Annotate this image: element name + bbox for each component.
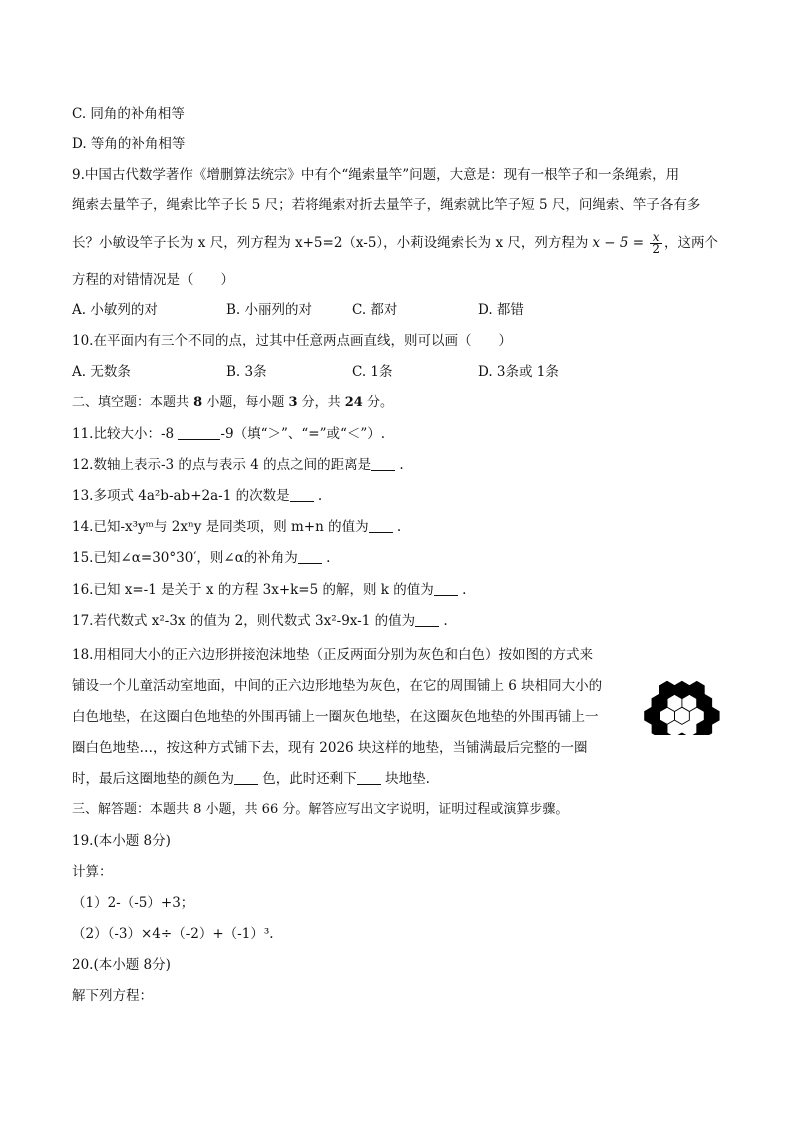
q15 [72,548,330,568]
q16-blank[interactable] [434,581,458,596]
q16 [72,580,466,600]
q12-text-b: . [399,457,404,473]
q14-text-a: 14.已知-x³yᵐ与 2xⁿy 是同类项，则 m+n 的值为 [72,519,369,535]
q9-option-d: D. 都错 [478,302,524,318]
option-c-q8: C. 同角的补角相等 [72,106,185,122]
q18-text-a: 时，最后这圈地垫的颜色为 [72,771,234,787]
q16-text-b: . [462,582,467,598]
q9-line3-end: ，这两个 [664,235,719,251]
q19-title: 19.(本小题 8分) [72,833,171,849]
q14-text-b: . [396,519,402,535]
q18-line4: 圈白色地垫…，按这种方式铺下去，现有 2026 块这样的地垫，当铺满最后完整的一圈 [72,740,588,756]
q18-text-b: 色，此时还剩下 [262,771,357,787]
q18-line1: 18.用相同大小的正六边形拼接泡沫地垫（正反两面分别为灰色和白色）按如图的方式来 [72,647,593,663]
q11-text-b: -9（填“＞”、“=”或“＜”）. [220,426,386,442]
q18-blank-color[interactable] [234,770,258,785]
q9-option-a: A. 小敏列的对 [72,302,158,318]
section-2-text-c: 小题，每小题 [202,395,289,410]
q18-blank-count[interactable] [357,770,381,785]
q9-option-b: B. 小丽列的对 [226,302,313,318]
white-ring-hexagon [674,707,689,724]
q12-blank[interactable] [371,456,395,471]
dark-ring-hexagon [674,733,689,735]
q10-stem: 10.在平面内有三个不同的点，过其中任意两点画直线，则可以画（ ） [72,333,512,349]
q11 [72,424,385,444]
section-2-text-a: 二、填空题：本题共 [72,395,194,410]
q9-line2: 绳索去量竿子，绳索比竿子长 5 尺；若将绳索对折去量竿子，绳索就比竿子短 5 尺，问绳索、竿子各有多 [72,197,701,213]
section-3-heading: 三、解答题：本题共 8 小题，共 66 分。解答应写出文字说明，证明过程或演算步骤。 [72,802,569,817]
q13 [72,486,322,506]
q10-option-c: C. 1条 [352,364,393,380]
q15-blank[interactable] [298,549,322,564]
section-2-count: 8 [193,395,203,410]
q20-title: 20.(本小题 8分) [72,957,171,973]
q20-intro: 解下列方程： [72,988,153,1004]
q17 [72,611,448,631]
section-2-points-each: 3 [288,395,298,410]
section-2-total: 24 [344,395,363,410]
q18-text-c: 块地垫. [385,771,430,787]
q9-fraction-numerator: x [650,232,662,244]
q17-blank[interactable] [415,612,439,627]
q19-part1: （1）2-（-5）+3； [72,895,195,911]
q18-line5 [72,769,430,789]
q13-text-a: 13.多项式 4a²b-ab+2a-1 的次数是 [72,488,290,504]
dark-ring-hexagon [660,681,675,698]
q18-line2: 铺设一个儿童活动室地面，中间的正六边形地垫为灰色，在它的周围铺上 6 块相同大小的 [72,678,603,694]
q13-text-b: . [317,488,323,504]
section-2-heading [72,393,393,413]
dark-ring-hexagon [674,681,689,698]
q14-blank[interactable] [369,518,393,533]
q9-line4: 方程的对错情况是（ ） [72,272,234,288]
q19-part2: （2）（-3）×4÷（-2）+（-1）³. [72,926,274,942]
q16-text-a: 16.已知 x=-1 是关于 x 的方程 3x+k=5 的解，则 k 的值为 [72,582,434,598]
q15-text-b: . [326,550,331,566]
q18-line3: 白色地垫，在这圈白色地垫的外围再铺上一圈灰色地垫，在这圈灰色地垫的外围再铺上一 [72,709,599,725]
q15-text-a: 15.已知∠α=30°30′，则∠α的补角为 [72,550,298,566]
q9-fraction [650,232,662,255]
option-d-q8: D. 等角的补角相等 [72,136,186,152]
q10-option-d: D. 3条或 1条 [478,364,559,380]
q10-option-b: B. 3条 [226,364,267,380]
q14 [72,517,401,537]
section-2-text-e: 分，共 [297,395,345,410]
q17-text-a: 17.若代数式 x²-3x 的值为 2，则代数式 3x²-9x-1 的值为 [72,613,416,629]
q11-text-a: 11.比较大小：-8 [72,426,179,442]
q9-option-c: C. 都对 [352,302,398,318]
q17-text-b: . [443,613,448,629]
q9-line1: 9.中国古代数学著作《增删算法统宗》中有个“绳索量竿”问题，大意是：现有一根竿子和一条绳索，用 [72,167,680,183]
q10-option-a: A. 无数条 [72,364,131,380]
q11-blank[interactable] [178,425,220,440]
q12-text-a: 12.数轴上表示-3 的点与表示 4 的点之间的距离是 [72,457,372,473]
q13-blank[interactable] [290,487,314,502]
hexagon-tile-figure [612,645,722,735]
section-2-text-g: 分。 [362,395,393,410]
q19-intro: 计算： [72,864,113,880]
q9-equation-left: x − 5 = [592,235,649,251]
q9-fraction-denominator: 2 [652,242,661,256]
q9-line3 [72,232,718,255]
q12 [72,455,404,475]
q9-line3-text: 长？小敏设竿子长为 x 尺，列方程为 x+5=2（x-5），小莉设绳索长为 x 尺，列方程为 [72,235,589,251]
